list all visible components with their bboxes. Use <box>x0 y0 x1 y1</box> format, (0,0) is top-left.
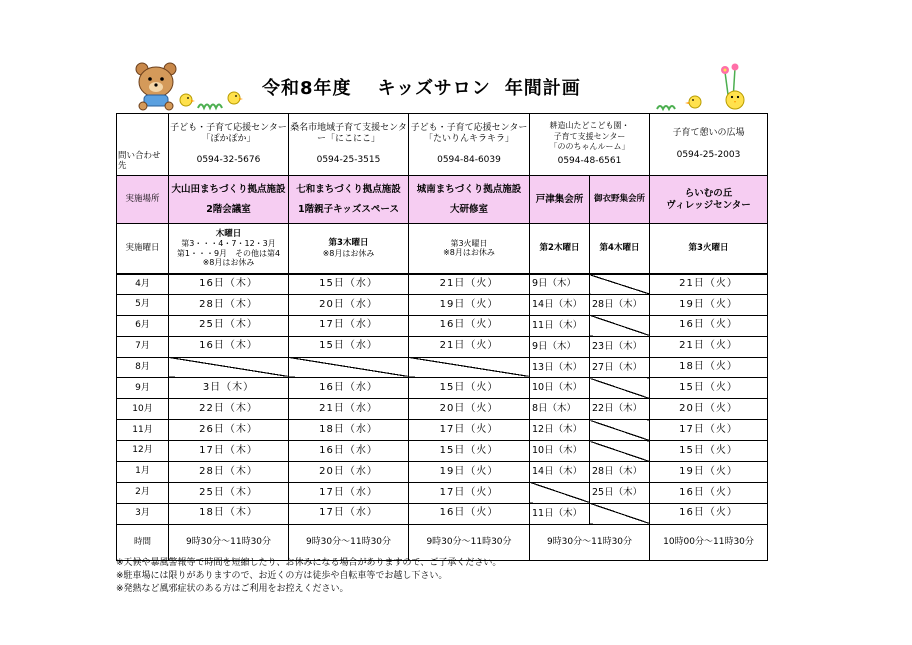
date-cell: 15日（火） <box>409 441 530 462</box>
contact-phone: 0594-25-3515 <box>316 155 381 166</box>
day-cell <box>409 224 530 274</box>
date-cell: 16日（火） <box>650 315 768 336</box>
date-cell: 17日（水） <box>289 482 409 503</box>
location-name: 御衣野集会所 <box>593 194 645 205</box>
contact-cell <box>409 114 530 176</box>
schedule-row <box>117 315 768 336</box>
date-cell: 14日（木） <box>530 294 590 315</box>
schedule-row <box>117 441 768 462</box>
date-cell: 15日（火） <box>409 378 530 399</box>
date-cell: 21日（水） <box>289 399 409 420</box>
date-cell: 17日（水） <box>289 315 409 336</box>
contact-cell <box>169 114 289 176</box>
note-line: ※駐車場には限りがありますので、お近くの方は徒歩や自転車等でお越し下さい。 <box>116 571 448 581</box>
day-text: 第3火曜日 <box>450 238 488 248</box>
contact-name-line: 「ののちゃんルーム」 <box>549 142 630 152</box>
contact-name: 子育て憩いの広場 <box>672 128 745 139</box>
date-cell: 19日（火） <box>650 294 768 315</box>
bear-icon <box>136 63 176 110</box>
date-cell: 16日（火） <box>650 503 768 524</box>
location-name: 城南まちづくり拠点施設 <box>416 183 522 195</box>
contact-name: 桑名市地域子育て支援センター「にこにこ」 <box>290 122 407 144</box>
date-cell: 11日（木） <box>530 503 590 524</box>
date-cell: 3日（木） <box>169 378 289 399</box>
date-cell: 9日（木） <box>530 274 590 295</box>
date-cell: 15日（水） <box>289 274 409 295</box>
contact-phone: 0594-32-5676 <box>196 155 261 166</box>
grass-icon <box>657 106 675 109</box>
no-session-cell <box>590 315 650 336</box>
location-cell <box>169 176 289 224</box>
time-cell: 9時30分～11時30分 <box>409 524 530 560</box>
time-label: 時間 <box>117 524 169 560</box>
no-session-cell <box>289 357 409 378</box>
month-label: 6月 <box>117 315 169 336</box>
month-label: 5月 <box>117 294 169 315</box>
location-row <box>117 176 768 224</box>
date-cell: 28日（木） <box>590 462 650 483</box>
schedule-row <box>117 462 768 483</box>
schedule-row <box>117 482 768 503</box>
date-cell: 16日（木） <box>169 336 289 357</box>
month-label: 1月 <box>117 462 169 483</box>
date-cell: 16日（火） <box>409 315 530 336</box>
date-cell: 20日（火） <box>650 399 768 420</box>
contact-name-line: 耕造山たどこども園・ <box>549 121 630 131</box>
date-cell: 25日（木） <box>169 315 289 336</box>
date-cell: 16日（水） <box>289 441 409 462</box>
date-cell: 18日（火） <box>650 357 768 378</box>
no-session-cell <box>530 482 590 503</box>
page-title <box>262 74 581 100</box>
location-name: 七和まちづくり拠点施設 <box>296 183 401 195</box>
date-cell: 25日（木） <box>590 482 650 503</box>
location-cell <box>530 176 590 224</box>
date-cell: 16日（木） <box>169 274 289 295</box>
day-cell <box>590 224 650 274</box>
day-text: 第2木曜日 <box>539 243 580 254</box>
annual-schedule-table <box>116 113 768 561</box>
date-cell: 25日（木） <box>169 482 289 503</box>
contact-phone: 0594-25-2003 <box>676 149 741 160</box>
date-cell: 20日（水） <box>289 294 409 315</box>
month-label: 2月 <box>117 482 169 503</box>
schedule-row <box>117 399 768 420</box>
day-text: 第3木曜日 <box>328 238 369 249</box>
contact-label: 問い合わせ先 <box>117 114 169 176</box>
date-cell: 17日（火） <box>409 420 530 441</box>
contact-name: 子ども・子育て応援センター「ぽかぽか」 <box>170 122 287 144</box>
month-label: 3月 <box>117 503 169 524</box>
day-text: ※8月はお休み <box>202 258 255 268</box>
date-cell: 18日（水） <box>289 420 409 441</box>
contact-cell <box>289 114 409 176</box>
no-session-cell <box>590 274 650 295</box>
time-cell: 9時30分～11時30分 <box>169 524 289 560</box>
date-cell: 15日（火） <box>650 441 768 462</box>
date-cell: 28日（木） <box>590 294 650 315</box>
chick-icon <box>228 92 243 104</box>
date-cell: 19日（火） <box>650 462 768 483</box>
day-cell <box>650 224 768 274</box>
date-cell: 19日（火） <box>409 462 530 483</box>
month-label: 8月 <box>117 357 169 378</box>
date-cell: 20日（水） <box>289 462 409 483</box>
contact-cell <box>650 114 768 176</box>
chick-icon <box>685 96 701 108</box>
location-name: ヴィレッジセンター <box>666 199 751 211</box>
schedule-row <box>117 378 768 399</box>
day-cell <box>169 224 289 274</box>
chick-icon <box>180 94 195 106</box>
location-room: 大研修室 <box>449 203 488 215</box>
time-row <box>117 524 768 560</box>
time-cell: 9時30分～11時30分 <box>289 524 409 560</box>
date-cell: 11日（木） <box>530 315 590 336</box>
schedule-row <box>117 274 768 295</box>
chick-flower-illustration <box>655 62 755 112</box>
schedule-row <box>117 294 768 315</box>
location-room: 2階会議室 <box>206 203 251 215</box>
day-cell <box>289 224 409 274</box>
date-cell: 9日（木） <box>530 336 590 357</box>
no-session-cell <box>409 357 530 378</box>
day-text: 第1・・・9月 その他は第4 <box>176 248 281 258</box>
date-cell: 26日（木） <box>169 420 289 441</box>
day-text: 木曜日 <box>215 228 242 239</box>
no-session-cell <box>590 420 650 441</box>
date-cell: 21日（火） <box>409 336 530 357</box>
date-cell: 17日（木） <box>169 441 289 462</box>
chick-icon <box>726 91 744 109</box>
no-session-cell <box>590 441 650 462</box>
title-plan: 年間計画 <box>504 78 581 99</box>
month-label: 11月 <box>117 420 169 441</box>
day-label: 実施曜日 <box>117 224 169 274</box>
date-cell: 22日（木） <box>590 399 650 420</box>
date-cell: 28日（木） <box>169 462 289 483</box>
location-name: らいむの丘 <box>684 187 733 199</box>
location-name: 大山田まちづくり拠点施設 <box>171 183 286 195</box>
time-cell: 10時00分～11時30分 <box>650 524 768 560</box>
date-cell: 20日（火） <box>409 399 530 420</box>
no-session-cell <box>169 357 289 378</box>
day-text: 第3火曜日 <box>688 243 729 254</box>
date-cell: 21日（火） <box>409 274 530 295</box>
schedule-row <box>117 357 768 378</box>
contact-phone: 0594-84-6039 <box>437 155 501 166</box>
month-label: 7月 <box>117 336 169 357</box>
contact-phone: 0594-48-6561 <box>557 156 622 167</box>
month-label: 4月 <box>117 274 169 295</box>
location-cell <box>650 176 768 224</box>
date-cell: 28日（木） <box>169 294 289 315</box>
date-cell: 16日（火） <box>409 503 530 524</box>
date-cell: 17日（火） <box>409 482 530 503</box>
date-cell: 21日（火） <box>650 336 768 357</box>
date-cell: 16日（水） <box>289 378 409 399</box>
month-label: 12月 <box>117 441 169 462</box>
month-label: 10月 <box>117 399 169 420</box>
day-row <box>117 224 768 274</box>
location-room: 1階親子キッズスペース <box>298 203 399 215</box>
day-text: 第3・・・4・7・12・3月 <box>181 238 276 248</box>
schedule-row <box>117 420 768 441</box>
date-cell: 18日（木） <box>169 503 289 524</box>
date-cell: 22日（木） <box>169 399 289 420</box>
date-cell: 13日（木） <box>530 357 590 378</box>
note-line: ※天候や暴風警報等で時間を短縮したり、お休みになる場合がありますので、ご了承ください。 <box>116 558 502 568</box>
time-cell: 9時30分～11時30分 <box>530 524 650 560</box>
no-session-cell <box>590 378 650 399</box>
note-line: ※発熱など風邪症状のある方はご利用をお控えください。 <box>116 584 349 594</box>
no-session-cell <box>590 503 650 524</box>
date-cell: 10日（木） <box>530 441 590 462</box>
day-text: 第4木曜日 <box>599 243 640 254</box>
date-cell: 14日（木） <box>530 462 590 483</box>
date-cell: 17日（火） <box>650 420 768 441</box>
title-year: 令和8年度 <box>262 78 352 99</box>
schedule-row <box>117 336 768 357</box>
grass-icon <box>198 105 222 109</box>
date-cell: 21日（火） <box>650 274 768 295</box>
location-name: 戸津集会所 <box>535 193 584 205</box>
date-cell: 19日（火） <box>409 294 530 315</box>
notes <box>116 557 501 596</box>
date-cell: 15日（水） <box>289 336 409 357</box>
location-cell <box>409 176 530 224</box>
day-text: ※8月はお休み <box>322 248 375 258</box>
contact-cell <box>530 114 650 176</box>
schedule-body <box>117 274 768 525</box>
schedule-row <box>117 503 768 524</box>
location-cell <box>590 176 650 224</box>
date-cell: 17日（水） <box>289 503 409 524</box>
day-text: ※8月はお休み <box>443 248 495 258</box>
date-cell: 16日（火） <box>650 482 768 503</box>
location-cell <box>289 176 409 224</box>
date-cell: 15日（火） <box>650 378 768 399</box>
date-cell: 23日（木） <box>590 336 650 357</box>
month-label: 9月 <box>117 378 169 399</box>
date-cell: 8日（木） <box>530 399 590 420</box>
title-program: キッズサロン <box>377 78 491 99</box>
date-cell: 10日（木） <box>530 378 590 399</box>
contact-row <box>117 114 768 176</box>
contact-name: 子ども・子育て応援センター「たいりんキラキラ」 <box>410 122 528 144</box>
date-cell: 27日（木） <box>590 357 650 378</box>
day-cell <box>530 224 590 274</box>
date-cell: 12日（木） <box>530 420 590 441</box>
contact-name-line: 子育て支援センター <box>553 131 626 141</box>
location-label: 実施場所 <box>117 176 169 224</box>
bear-chick-illustration <box>128 60 248 112</box>
